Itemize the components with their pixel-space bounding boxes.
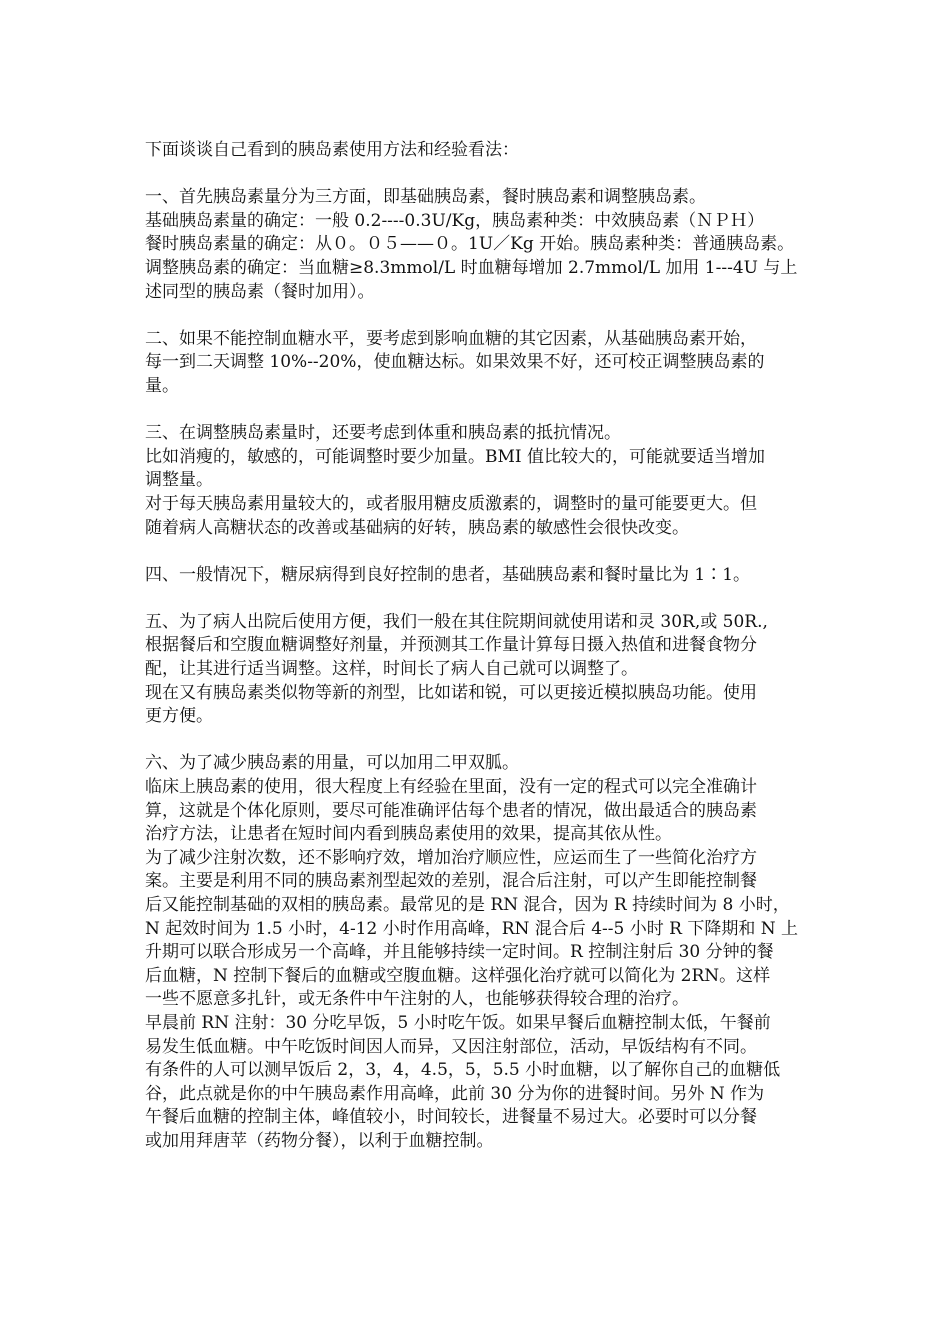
section-4 bbox=[145, 564, 810, 588]
section-5 bbox=[145, 611, 810, 729]
text-line: 升期可以联合形成另一个高峰，并且能够持续一定时间。R 控制注射后 30 分钟的餐 bbox=[145, 942, 774, 963]
section-3 bbox=[145, 422, 810, 540]
text-line: 早晨前 RN 注射：30 分吃早饭，5 小时吃午饭。如果早餐后血糖控制太低，午餐前 bbox=[145, 1012, 771, 1033]
text-line: 对于每天胰岛素用量较大的，或者服用糖皮质激素的，调整时的量可能要更大。但 bbox=[145, 493, 757, 514]
section-6 bbox=[145, 752, 810, 1153]
text-line: 午餐后血糖的控制主体，峰值较小，时间较长，进餐量不易过大。必要时可以分餐 bbox=[145, 1107, 757, 1128]
text-line: 述同型的胰岛素（餐时加用）。 bbox=[145, 281, 375, 302]
section-2 bbox=[145, 328, 810, 399]
text-line: 基础胰岛素量的确定：一般 0.2----0.3U/Kg，胰岛素种类：中效胰岛素（ＮＰＨ） bbox=[145, 210, 765, 231]
blank-line bbox=[145, 729, 810, 753]
section-2-heading: 二、如果不能控制血糖水平，要考虑到影响血糖的其它因素，从基础胰岛素开始， bbox=[145, 328, 757, 349]
text-line: 谷，此点就是你的中午胰岛素作用高峰，此前 30 分为你的进餐时间。另外 N 作为 bbox=[145, 1083, 765, 1104]
text-line: 有条件的人可以测早饭后 2，3，4，4.5，5，5.5 小时血糖，以了解你自己的血糖低 bbox=[145, 1060, 781, 1081]
blank-line bbox=[145, 587, 810, 611]
text-line: 易发生低血糖。中午吃饭时间因人而异，又因注射部位，活动，早饭结构有不同。 bbox=[145, 1036, 757, 1057]
section-3-heading: 三、在调整胰岛素量时，还要考虑到体重和胰岛素的抵抗情况。 bbox=[145, 423, 621, 444]
text-line: 调整胰岛素的确定：当血糖≥8.3mmol/L 时血糖每增加 2.7mmol/L 加用 1---4U 与上 bbox=[145, 257, 798, 278]
text-line: 比如消瘦的，敏感的，可能调整时要少加量。BMI 值比较大的，可能就要适当增加 bbox=[145, 446, 766, 467]
text-line: 每一到二天调整 10%--20%，使血糖达标。如果效果不好，还可校正调整胰岛素的 bbox=[145, 352, 765, 373]
text-line: 治疗方法，让患者在短时间内看到胰岛素使用的效果，提高其依从性。 bbox=[145, 824, 672, 845]
text-line: 根据餐后和空腹血糖调整好剂量，并预测其工作量计算每日摄入热值和进餐食物分 bbox=[145, 635, 757, 656]
section-6-heading: 六、为了减少胰岛素的用量，可以加用二甲双胍。 bbox=[145, 753, 519, 774]
text-line: 随着病人高糖状态的改善或基础病的好转，胰岛素的敏感性会很快改变。 bbox=[145, 517, 689, 538]
text-line: 现在又有胰岛素类似物等新的剂型，比如诺和锐，可以更接近模拟胰岛功能。使用 bbox=[145, 682, 757, 703]
text-line: 餐时胰岛素量的确定：从０。０５——０。1U／Kg 开始。胰岛素种类：普通胰岛素。 bbox=[145, 234, 795, 255]
intro-line: 下面谈谈自己看到的胰岛素使用方法和经验看法： bbox=[145, 140, 519, 160]
text-line: 配，让其进行适当调整。这样，时间长了病人自己就可以调整了。 bbox=[145, 659, 638, 680]
section-1 bbox=[145, 186, 810, 304]
section-5-heading: 五、为了病人出院后使用方便，我们一般在其住院期间就使用诺和灵 30R,或 50R., bbox=[145, 611, 768, 632]
blank-line bbox=[145, 304, 810, 328]
blank-line bbox=[145, 540, 810, 564]
section-4-heading: 四、一般情况下，糖尿病得到良好控制的患者，基础胰岛素和餐时量比为 1∶1。 bbox=[145, 564, 751, 585]
text-line: 案。主要是利用不同的胰岛素剂型起效的差别，混合后注射，可以产生即能控制餐 bbox=[145, 871, 757, 892]
text-line: 或加用拜唐苹（药物分餐），以利于血糖控制。 bbox=[145, 1130, 494, 1151]
text-line: 一些不愿意多扎针，或无条件中午注射的人，也能够获得较合理的治疗。 bbox=[145, 989, 689, 1010]
text-line: 后又能控制基础的双相的胰岛素。最常见的是 RN 混合，因为 R 持续时间为 8 小时， bbox=[145, 895, 790, 915]
blank-line bbox=[145, 399, 810, 423]
text-line: N 起效时间为 1.5 小时，4-12 小时作用高峰，RN 混合后 4--5 小时 R 下降期和 N 上 bbox=[145, 918, 799, 939]
text-line: 量。 bbox=[145, 375, 179, 396]
text-line: 更方便。 bbox=[145, 706, 213, 727]
text-line: 调整量。 bbox=[145, 470, 213, 491]
text-line: 算，这就是个体化原则，要尽可能准确评估每个患者的情况，做出最适合的胰岛素 bbox=[145, 800, 757, 821]
section-1-heading: 一、首先胰岛素量分为三方面，即基础胰岛素，餐时胰岛素和调整胰岛素。 bbox=[145, 187, 706, 208]
text-line: 临床上胰岛素的使用，很大程度上有经验在里面，没有一定的程式可以完全准确计 bbox=[145, 777, 757, 798]
document-body bbox=[145, 139, 810, 1154]
text-line: 为了减少注射次数，还不影响疗效，增加治疗顺应性，应运而生了一些简化治疗方 bbox=[145, 847, 757, 868]
blank-line bbox=[145, 163, 810, 187]
text-line: 后血糖，N 控制下餐后的血糖或空腹血糖。这样强化治疗就可以简化为 2RN。这样 bbox=[145, 965, 771, 986]
